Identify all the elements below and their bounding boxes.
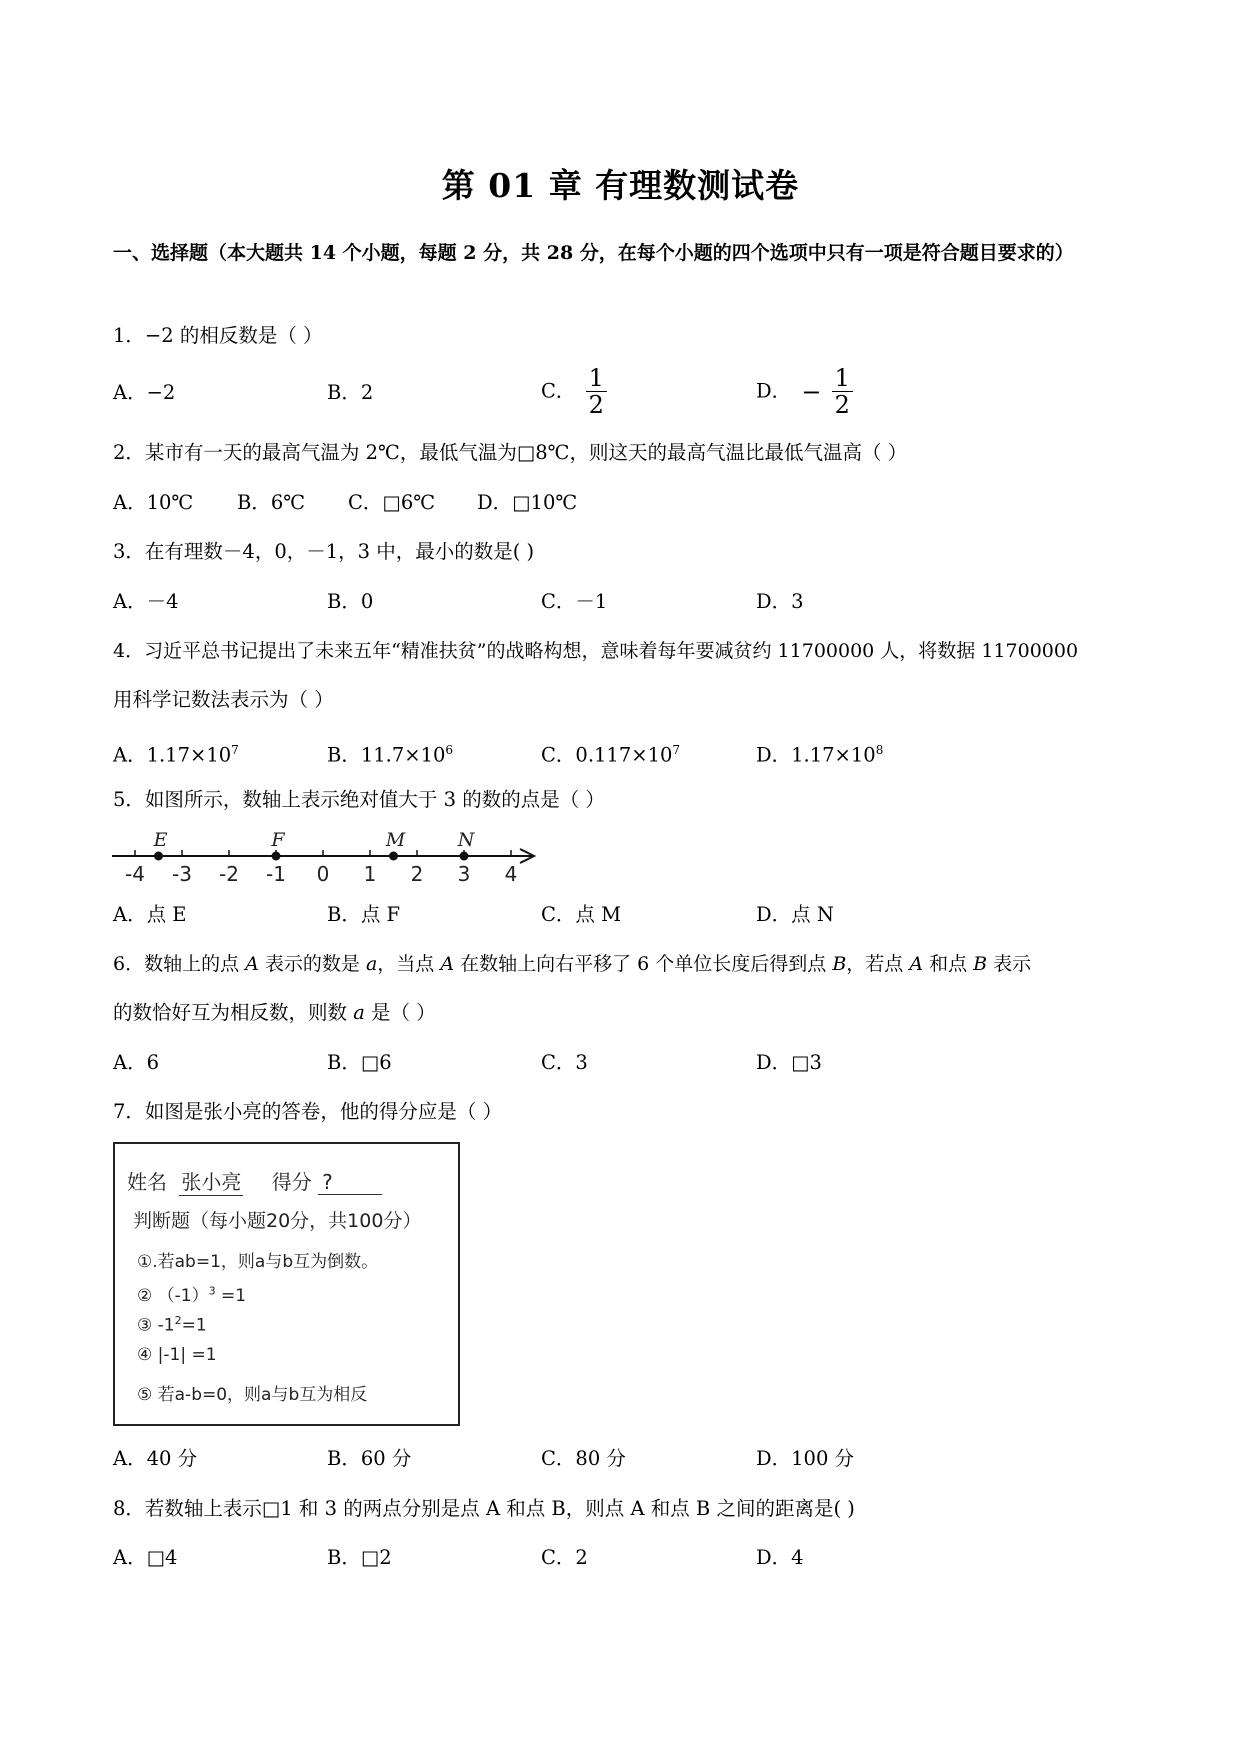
text: 的数恰好互为相反数，则数 (113, 1001, 354, 1024)
number-line-figure (110, 826, 550, 892)
text: 表示 (987, 953, 1032, 975)
question-8-stem: 8．若数轴上表示□1 和 3 的两点分别是点 A 和点 B，则点 A 和点 B 之间的距离是( ) (113, 1497, 855, 1520)
question-8-option-b: B．□2 (327, 1546, 392, 1569)
number-line-tick-label: -3 (172, 862, 192, 886)
question-7-option-a: A．40 分 (113, 1447, 198, 1470)
sheet-name-value: 张小亮 (179, 1166, 243, 1196)
sheet-heading: 判断题（每小题20分，共100分） (133, 1210, 422, 1232)
text: 是（ ） (364, 1001, 436, 1024)
minus-sign: − (801, 377, 822, 406)
question-6-stem-line-2 (113, 1000, 436, 1026)
number-line-tick-label: 1 (363, 862, 377, 886)
sheet-item-5: ⑤ 若a-b=0，则a与b互为相反 (137, 1385, 368, 1405)
question-3-option-c: C．－1 (541, 590, 608, 613)
number-line-point (154, 852, 163, 861)
fraction-numerator: 1 (586, 365, 607, 392)
variable: B (973, 953, 988, 975)
question-8-option-c: C．2 (541, 1546, 588, 1569)
question-6-option-b: B．□6 (327, 1051, 392, 1074)
question-4-stem-line-2: 用科学记数法表示为（ ） (113, 688, 334, 711)
question-4-option-d (756, 737, 883, 769)
number-line-tick-label: -2 (219, 862, 239, 886)
question-6-option-c: C．3 (541, 1051, 588, 1074)
question-4-option-b (327, 737, 453, 769)
option-d-base: D．1.17×10 (756, 743, 876, 767)
number-line-tick-label: -4 (125, 862, 145, 886)
option-b-exponent: 6 (445, 743, 454, 757)
question-4-stem-line-1: 4．习近平总书记提出了未来五年“精准扶贫”的战略构想，意味着每年要减贫约 11700000 人，将数据 11700000 (113, 640, 1079, 662)
sheet-item-3 (137, 1314, 207, 1336)
number-line-tick-label: 4 (504, 862, 518, 886)
option-c-exponent: 7 (672, 743, 681, 757)
variable: A (245, 953, 259, 975)
fraction (586, 365, 607, 418)
number-line-tick-label: 0 (316, 862, 330, 886)
question-7-option-c: C．80 分 (541, 1447, 626, 1470)
text: ② （-1） (137, 1286, 209, 1306)
option-a-exponent: 7 (231, 743, 239, 757)
fraction (832, 365, 853, 418)
sheet-name-row (127, 1166, 382, 1196)
fraction-numerator: 1 (832, 365, 853, 392)
option-b-base: B．11.7×10 (327, 743, 446, 767)
variable: A (440, 953, 455, 975)
question-2-option-c: C．□6℃ (348, 491, 436, 514)
sheet-item-1: ①.若ab=1，则a与b互为倒数。 (137, 1252, 379, 1272)
question-1-option-c (541, 365, 607, 418)
number-line-point (460, 852, 469, 861)
question-2-option-b: B．6℃ (237, 491, 306, 514)
question-6-stem-line-1 (113, 951, 1031, 977)
option-c-label: C． (541, 379, 576, 403)
question-3-option-d: D．3 (756, 590, 804, 613)
number-line-point-label: E (153, 829, 168, 851)
text: =1 (215, 1286, 247, 1306)
variable: B (832, 953, 847, 975)
question-4-option-c (541, 737, 680, 769)
question-6-option-d: D．□3 (756, 1051, 822, 1074)
number-line-point-label: M (385, 829, 406, 851)
sheet-item-4: ④ |-1| =1 (137, 1345, 217, 1365)
question-1-stem: 1．−2 的相反数是（ ） (113, 324, 323, 347)
option-d-exponent: 8 (875, 743, 884, 757)
question-2-option-d: D．□10℃ (477, 491, 578, 514)
fraction-denominator: 2 (588, 391, 604, 419)
sheet-score-value: ? (318, 1170, 382, 1195)
fraction-denominator: 2 (834, 391, 850, 419)
question-7-option-b: B．60 分 (327, 1447, 412, 1470)
number-line-tick-label: 3 (457, 862, 471, 886)
question-1-option-a: A．−2 (113, 381, 176, 404)
variable: a (365, 953, 378, 975)
option-a-base: A．1.17×10 (113, 743, 232, 767)
sheet-name-label: 姓名 (127, 1170, 167, 1194)
exponent: 2 (174, 1314, 182, 1327)
question-1-option-b: B．2 (327, 381, 374, 404)
sheet-item-2 (137, 1281, 246, 1306)
question-7-option-d: D．100 分 (756, 1447, 855, 1470)
question-6-option-a: A．6 (113, 1051, 159, 1074)
question-3-stem: 3．在有理数－4，0，－1，3 中，最小的数是( ) (113, 540, 535, 563)
question-3-option-a: A．－4 (113, 590, 179, 613)
text: 6．数轴上的点 (113, 953, 246, 975)
exponent: 3 (208, 1284, 216, 1298)
variable: A (909, 953, 924, 975)
number-line-tick-label: -1 (266, 862, 286, 886)
text: 在数轴上向右平移了 6 个单位长度后得到点 (454, 953, 833, 975)
question-5-option-a: A．点 E (113, 903, 187, 926)
section-heading: 一、选择题（本大题共 14 个小题，每题 2 分，共 28 分，在每个小题的四个选项中只有一项是符合题目要求的） (113, 242, 1074, 264)
sheet-score-label: 得分 (271, 1170, 312, 1194)
question-2-stem: 2．某市有一天的最高气温为 2℃，最低气温为□8℃，则这天的最高气温比最低气温高（ ） (113, 441, 908, 464)
question-2-option-a: A．10℃ (113, 491, 194, 514)
answer-sheet-image (113, 1142, 460, 1426)
question-7-stem: 7．如图是张小亮的答卷，他的得分应是（ ） (113, 1100, 503, 1123)
option-c-base: C．0.117×10 (541, 743, 673, 767)
page-title: 第 01 章 有理数测试卷 (441, 166, 800, 205)
number-line-tick-label: 2 (410, 862, 424, 886)
number-line-point (272, 852, 281, 861)
question-8-option-a: A．□4 (113, 1546, 178, 1569)
option-d-label: D． (756, 379, 792, 403)
question-5-option-c: C．点 M (541, 903, 622, 926)
question-5-stem: 5．如图所示，数轴上表示绝对值大于 3 的数的点是（ ） (113, 788, 605, 811)
question-4-option-a (113, 737, 239, 769)
text: ，当点 (377, 953, 441, 975)
text: 表示的数是 (258, 953, 366, 975)
text: 和点 (923, 953, 974, 975)
question-5-option-d: D．点 N (756, 903, 834, 926)
text: =1 (181, 1315, 207, 1336)
number-line-point (389, 852, 398, 861)
question-1-option-d (756, 365, 853, 418)
question-8-option-d: D．4 (756, 1546, 804, 1569)
number-line-point-label: N (457, 829, 475, 851)
number-line-point-label: F (271, 829, 285, 851)
variable: a (353, 1001, 365, 1024)
question-3-option-b: B．0 (327, 590, 374, 613)
question-5-option-b: B．点 F (327, 903, 401, 926)
text: ，若点 (846, 953, 910, 975)
text: ③ -1 (137, 1315, 175, 1336)
